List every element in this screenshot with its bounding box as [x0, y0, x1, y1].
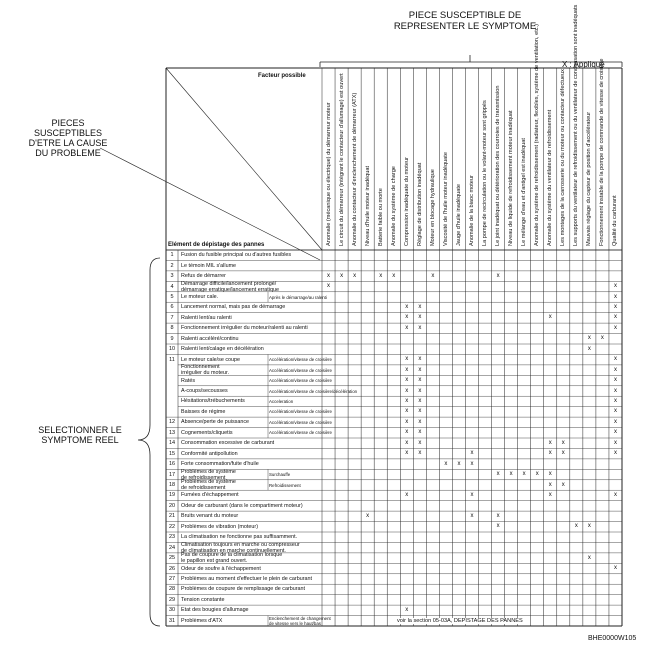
symptom-condition: Surchauffe — [269, 472, 291, 478]
cause-pointer — [100, 148, 320, 260]
applied-mark: x — [405, 397, 409, 404]
column-header: Compression inadéquate du moteur — [403, 157, 410, 246]
applied-mark: x — [522, 471, 526, 478]
column-header: Moteur en blocage hydraulique — [429, 169, 436, 246]
applied-mark: x — [613, 418, 617, 425]
applied-mark: x — [379, 272, 383, 279]
symptom-condition: Après le démarrage/au ralenti — [269, 294, 327, 300]
row-number: 25 — [168, 555, 176, 562]
row-number: 3 — [170, 273, 174, 280]
applied-mark: x — [613, 366, 617, 373]
symptom-label: Le moteur cale. — [181, 294, 219, 300]
symptom-label: Odeur de carburant (dans le compartiment moteur) — [181, 502, 303, 509]
applied-mark: x — [470, 512, 474, 519]
symptom-condition: Acceleration — [269, 398, 294, 404]
applied-note: X : Appliqué — [562, 60, 605, 69]
applied-mark: x — [418, 450, 422, 457]
column-header: Niveau d'huile moteur inadéquat — [364, 165, 371, 246]
column-header: Fonctionnement instable de la pompe de commande de vitesse de croisière — [599, 58, 606, 246]
symptom-label: Tension constante — [181, 596, 225, 603]
applied-mark: x — [444, 460, 448, 467]
row-number: 26 — [168, 565, 176, 572]
applied-mark: x — [496, 523, 500, 530]
symptom-label: Problèmes au moment d'effectuer le plein de carburant — [181, 576, 312, 582]
symptom-label: La climatisation ne fonctionne pas suffisamment. — [181, 534, 298, 541]
symptom-label: Problèmes de vibration (moteur) — [181, 523, 258, 530]
symptom-label: Le témoin MIL s'allume — [181, 262, 237, 269]
column-header: Les montages de la carrosserie ou du moteur ou contacteur défectueux — [560, 69, 567, 246]
row-number: 23 — [168, 534, 176, 541]
applied-mark: x — [613, 377, 617, 384]
column-header: Viscosité de l'huile moteur inadéquate — [442, 152, 449, 246]
applied-mark: x — [431, 272, 435, 279]
applied-mark: x — [509, 471, 513, 478]
symptom-label: Etat des bougies d'allumage — [181, 607, 249, 614]
row-number: 31 — [168, 617, 176, 624]
applied-mark: x — [574, 523, 578, 530]
applied-mark: x — [366, 512, 370, 519]
section-reference: voir la section 05-03A, DEPISTAGE DES PANNES — [397, 617, 523, 624]
applied-mark: x — [405, 429, 409, 436]
symptom-label: Ralenti lent/au ralenti — [181, 314, 232, 321]
column-header: Mauvais réglage du capteur de position d'accélérateur — [586, 111, 593, 246]
applied-mark: x — [405, 606, 409, 613]
row-number: 21 — [168, 513, 176, 520]
symptom-label: Fonctionnement irrégulier du moteur/ralenti au ralenti — [181, 325, 308, 332]
applied-mark: x — [548, 481, 552, 488]
row-number: 14 — [168, 440, 176, 447]
symptom-label: Démarrage difficile/lancement prolongé/ démarrage erratique/lancement erratique — [181, 280, 279, 293]
symptom-label: Fumées d'échappement — [181, 492, 239, 499]
applied-mark: x — [561, 450, 565, 457]
symptom-label: Forte consommation/fuite d'huile — [181, 461, 259, 468]
symptom-label: Consommation excessive de carburant — [181, 440, 275, 447]
applied-mark: x — [613, 439, 617, 446]
applied-mark: x — [613, 356, 617, 363]
applied-mark: x — [418, 324, 422, 331]
column-header: Batterie faible ou morte — [377, 188, 384, 246]
facteur-label: Facteur possible — [258, 73, 306, 79]
symptom-label: A-coups/secousses — [181, 388, 228, 394]
row-number: 7 — [170, 314, 174, 321]
applied-mark: x — [405, 324, 409, 331]
applied-mark: x — [587, 335, 591, 342]
symptom-label: Ralenti accéléré/continu — [181, 335, 239, 342]
applied-mark: x — [613, 303, 617, 310]
applied-mark: x — [587, 554, 591, 561]
applied-mark: x — [405, 314, 409, 321]
column-header: Jauge d'huile inadéquate — [455, 183, 462, 246]
applied-mark: x — [613, 387, 617, 394]
symptom-condition: Accélération/vitesse de croisière — [269, 430, 332, 436]
applied-mark: x — [327, 272, 331, 279]
symptom-label: Baisses de régime — [181, 408, 226, 415]
applied-mark: x — [327, 283, 331, 290]
symptom-condition: Accélération/vitesse de croisière — [269, 357, 332, 363]
symptom-label: Ratés — [181, 377, 196, 384]
applied-mark: x — [548, 450, 552, 457]
applied-mark: x — [613, 314, 617, 321]
symptom-label: Fusion du fusible principal ou d'autres fusibles — [181, 252, 292, 259]
applied-mark: x — [418, 408, 422, 415]
symptom-label: Problèmes de système de refroidissement — [181, 468, 236, 481]
row-number: 30 — [168, 607, 176, 614]
applied-mark: x — [470, 460, 474, 467]
symptom-label: Lancement normal, mais pas de démarrage — [181, 304, 286, 311]
applied-mark: x — [418, 429, 422, 436]
applied-mark: x — [418, 377, 422, 384]
applied-mark: x — [470, 491, 474, 498]
symptom-condition: Accélération/vitesse de croisière — [269, 419, 332, 425]
applied-mark: x — [561, 439, 565, 446]
row-number: 18 — [168, 482, 176, 488]
symptom-condition: Enclenchement de changement de vitesse vers le haut/bas — [269, 615, 331, 626]
applied-mark: x — [405, 491, 409, 498]
applied-mark: x — [613, 293, 617, 300]
applied-mark: x — [613, 565, 617, 572]
element-label: Elément de dépistage des pannes — [168, 242, 265, 248]
symptom-label: Conformité antipollution — [181, 450, 238, 457]
applied-mark: x — [405, 366, 409, 373]
column-header: Niveau de liquide de refroidissement moteur inadéquat — [508, 110, 515, 246]
symptom-label: Odeur de soufre à l'échappement — [181, 565, 261, 572]
applied-mark: x — [405, 418, 409, 425]
column-header: Anomalie (mécanique ou électrique) du démarreur moteur — [325, 102, 332, 246]
row-number: 22 — [168, 523, 176, 530]
row-number: 8 — [170, 325, 174, 332]
column-header: Anomalie de la biaoc moteur — [469, 175, 475, 246]
figure-code: BHE0000W105 — [588, 635, 637, 642]
column-header: La pompe de recirculation ou le volant-moteur sont grippés — [482, 100, 489, 246]
applied-mark: x — [418, 303, 422, 310]
row-number: 24 — [168, 544, 176, 551]
applied-mark: x — [405, 303, 409, 310]
applied-mark: x — [470, 450, 474, 457]
applied-mark: x — [418, 397, 422, 404]
symptom-label: Hésitations/trébuchements — [181, 398, 245, 405]
column-header: Le circuit du démarreur (intégrant le contacteur d'allumage) est ouvert — [338, 73, 345, 246]
applied-mark: x — [496, 471, 500, 478]
column-header: Les supports du ventilateur de refroidissement ou du ventilateur de condensation sont inadéquats — [573, 4, 580, 246]
symptom-condition: Accélération/vitesse de croisière — [269, 378, 332, 384]
applied-mark: x — [418, 418, 422, 425]
applied-mark: x — [496, 512, 500, 519]
applied-mark: x — [548, 439, 552, 446]
column-header: Anomalie du système de refroidissement (radiateur, flexibles, système de ventilation, etc.) — [534, 24, 541, 246]
left-symptom-label: SELECTIONNER LE SYMPTOME REEL — [38, 425, 122, 445]
applied-mark: x — [613, 397, 617, 404]
applied-mark: x — [600, 335, 604, 342]
symptom-label: Problèmes de système de refroidissement — [181, 479, 236, 491]
row-number: 6 — [170, 304, 174, 311]
applied-mark: x — [418, 314, 422, 321]
applied-mark: x — [405, 408, 409, 415]
row-number: 10 — [168, 346, 176, 353]
applied-mark: x — [613, 450, 617, 457]
column-header: Qualité du carburant — [612, 195, 619, 246]
row-number: 16 — [168, 461, 176, 468]
row-number: 9 — [170, 335, 174, 342]
symptom-label: Fonctionnement irrégulier du moteur. — [181, 364, 229, 377]
applied-mark: x — [587, 345, 591, 352]
applied-mark: x — [613, 283, 617, 290]
applied-mark: x — [613, 408, 617, 415]
row-number: 13 — [168, 429, 176, 436]
symptom-condition: Accélération/vitesse de croisière — [269, 409, 332, 415]
symptom-label: Pas de coupure de la climatisation lorsque le papillon est grand ouvert. — [181, 552, 283, 565]
symptom-label: Problèmes de coupure de remplissage de carburant — [181, 586, 306, 593]
column-header: Anomalie du contacteur d'enclenchement de démarreur (ATX) — [351, 92, 358, 246]
applied-mark: x — [405, 356, 409, 363]
applied-mark: x — [418, 439, 422, 446]
row-number: 17 — [168, 471, 176, 478]
row-number: 27 — [168, 576, 176, 582]
left-cause-label: PIECES SUSCEPTIBLES D'ETRE LA CAUSE DU PROBLEME — [28, 118, 108, 158]
symptom-label: Climatisation toujours en marche ou compresseur de climatisation en marche continuellement. — [181, 541, 300, 554]
applied-mark: x — [405, 439, 409, 446]
symptom-label: Absence/perte de puissance — [181, 419, 250, 426]
applied-mark: x — [613, 491, 617, 498]
header-diagonal — [166, 68, 322, 250]
row-number: 5 — [170, 294, 174, 300]
applied-mark: x — [496, 272, 500, 279]
applied-mark: x — [418, 387, 422, 394]
row-number: 28 — [168, 586, 176, 593]
applied-mark: x — [340, 272, 344, 279]
applied-mark: x — [548, 314, 552, 321]
row-number: 29 — [168, 596, 176, 603]
applied-mark: x — [353, 272, 357, 279]
applied-mark: x — [548, 491, 552, 498]
applied-mark: x — [613, 429, 617, 436]
symptom-condition: Refroidissement — [269, 482, 301, 488]
column-header: Réglage de distribution inadéquat — [416, 162, 423, 246]
applied-mark: x — [418, 356, 422, 363]
applied-mark: x — [392, 272, 396, 279]
row-number: 2 — [170, 262, 174, 269]
row-number: 20 — [168, 502, 176, 509]
row-number: 12 — [168, 419, 176, 426]
row-number: 4 — [170, 283, 174, 290]
applied-mark: x — [418, 366, 422, 373]
applied-mark: x — [561, 481, 565, 488]
applied-mark: x — [457, 460, 461, 467]
symptom-condition: Accélération/vitesse de croisière — [269, 367, 332, 373]
row-number: 19 — [168, 492, 176, 499]
symptom-label: Bruits venant du moteur — [181, 513, 239, 520]
applied-mark: x — [405, 387, 409, 394]
applied-mark: x — [405, 377, 409, 384]
applied-mark: x — [613, 324, 617, 331]
row-number: 15 — [168, 450, 176, 457]
row-number: 1 — [170, 252, 174, 259]
applied-mark: x — [405, 450, 409, 457]
symptom-label: Ralenti lent/calage en décélération — [181, 346, 264, 353]
column-header: Le joint inadéquat ou détérioration des courroies de transmission — [495, 85, 502, 246]
symptom-label: Problèmes d'ATX — [181, 617, 223, 624]
top-title: PIECE SUSCEPTIBLE DE REPRESENTER LE SYMPTOME — [393, 10, 537, 32]
symptom-label: Le moteur cale/se coupe — [181, 356, 241, 363]
column-header: Anomalie du système de charge — [390, 166, 397, 246]
symptom-label: Cognements/cliquetis — [181, 429, 233, 436]
applied-mark: x — [535, 471, 539, 478]
symptom-brace — [138, 258, 160, 626]
symptom-condition: Accélération/vitesse de croisière/décélération — [269, 388, 358, 394]
applied-mark: x — [587, 523, 591, 530]
applied-mark: x — [548, 471, 552, 478]
column-header: Anomalie du système du ventilateur de refroidissement — [547, 109, 554, 246]
row-number: 11 — [169, 356, 175, 363]
symptom-label: Refus de démarrer — [181, 273, 226, 280]
column-header: Le mélange d'eau et d'antigel est inadéquat — [521, 138, 528, 246]
